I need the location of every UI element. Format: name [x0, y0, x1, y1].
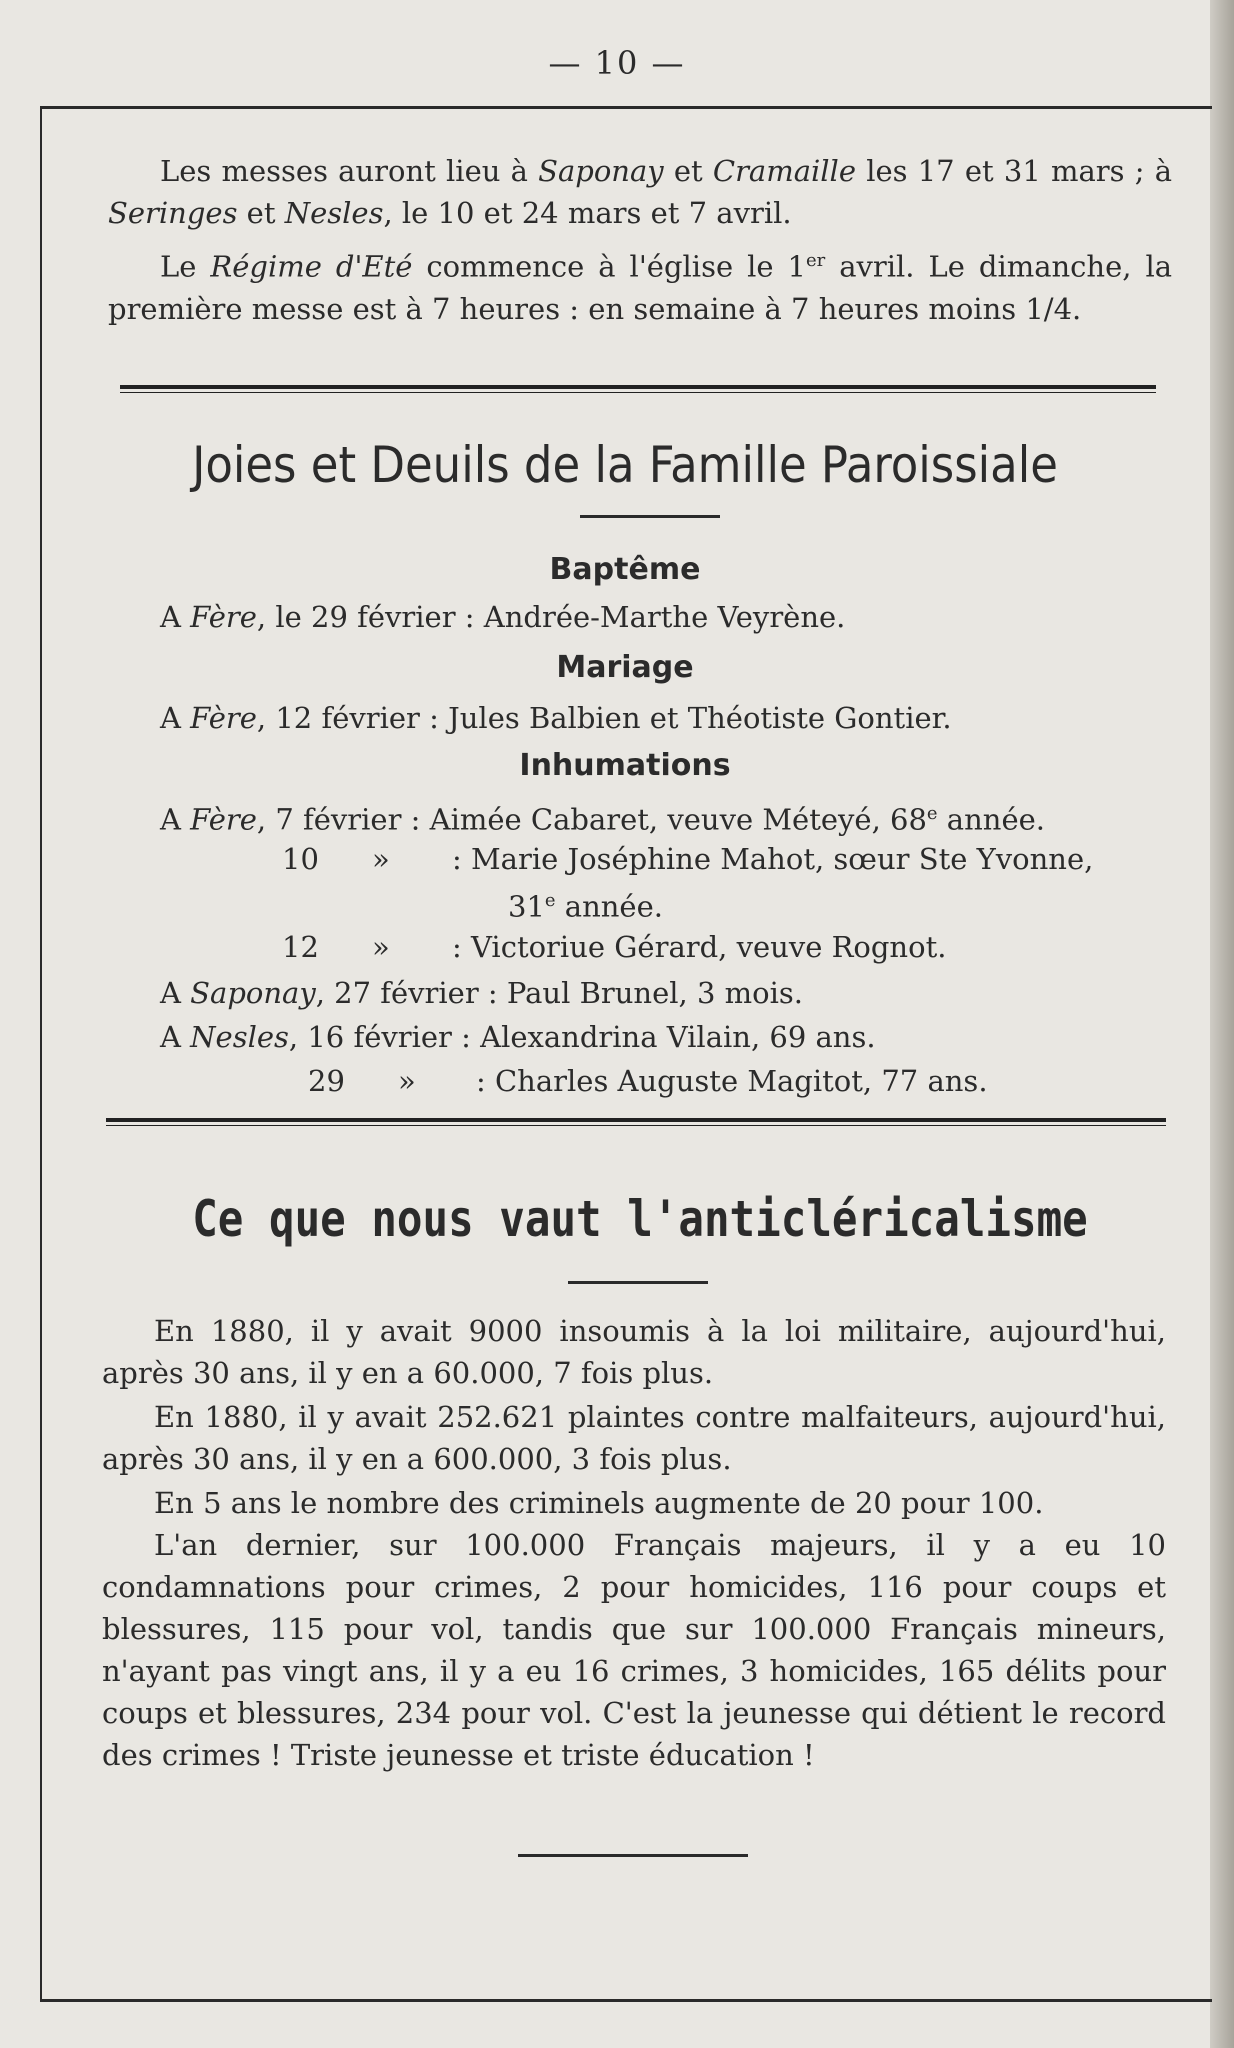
text-run: , 16 février : Alexandrina Vilain, 69 ans. — [288, 1020, 876, 1054]
entry-inhumation-text: : Marie Joséphine Mahot, sœur Ste Yvonne, — [452, 842, 1094, 876]
place-name: Seringes — [108, 196, 238, 230]
text-run: commence à l'église le 1 — [412, 249, 806, 284]
superscript: e — [926, 803, 938, 824]
text-run: , 12 février : Jules Balbien et Théotiste Gontier. — [256, 701, 952, 735]
text-run: A — [160, 600, 191, 634]
double-rule — [106, 1118, 1166, 1126]
entry-day: 10 — [282, 842, 319, 876]
paragraph: L'an dernier, sur 100.000 Français majeurs, il y a eu 10 condamnations pour crimes, 2 pour homicides, 116 pour coups et blessures, 115 pour vol, tandis que sur 100.000 Français mineurs, n'ayant pas vingt ans, il y a eu 16 crimes, 3 homicides, 165 délits pour coups et blessures, 234 pour vol. C'est la jeunesse qui détient le record des crimes ! Triste jeunesse et triste éducation ! — [102, 1528, 1166, 1772]
text-run: année. — [555, 889, 663, 924]
entry-bapteme — [160, 596, 845, 638]
section-title-anticlericalisme: Ce que nous vaut l'anticléricalisme — [192, 1190, 1088, 1248]
text-run: Le — [160, 249, 211, 284]
paragraph: En 5 ans le nombre des criminels augmente de 20 pour 100. — [154, 1486, 1044, 1520]
ditto-mark: » — [372, 930, 390, 964]
superscript: er — [805, 250, 826, 271]
ditto-mark: » — [398, 1064, 416, 1098]
paragraph: En 1880, il y avait 9000 insoumis à la loi militaire, aujourd'hui, après 30 ans, il y en a 60.000, 7 fois plus. — [102, 1314, 1166, 1390]
entry-mariage — [160, 697, 952, 739]
entry-inhumation-text: : Victoriue Gérard, veuve Rognot. — [452, 930, 947, 964]
entry-inhumation — [160, 1016, 876, 1058]
text-run: année. — [937, 802, 1045, 837]
section-title-joies-deuils: Joies et Deuils de la Famille Paroissiale — [192, 436, 1058, 494]
text-run: , le 10 et 24 mars et 7 avril. — [383, 196, 792, 230]
entry-day: 29 — [308, 1064, 345, 1098]
regime-name: Régime d'Eté — [210, 249, 413, 284]
short-rule — [580, 515, 720, 518]
text-run: Les messes auront lieu à — [160, 154, 539, 188]
text-run: A — [160, 802, 191, 837]
text-run: , 7 février : Aimée Cabaret, veuve Méteyé, 68 — [256, 802, 927, 837]
heading-bapteme: Baptême — [549, 552, 701, 587]
regime-paragraph — [108, 240, 1172, 330]
text-run: A — [160, 1020, 191, 1054]
entry-inhumation-text: : Charles Auguste Magitot, 77 ans. — [476, 1064, 988, 1098]
text-run: , 27 février : Paul Brunel, 3 mois. — [315, 976, 803, 1010]
place-name: Saponay — [190, 976, 316, 1010]
text-run: , le 29 février : Andrée-Marthe Veyrène. — [256, 600, 846, 634]
place-name: Saponay — [538, 154, 664, 188]
text-run: 31 — [508, 889, 545, 924]
place-name: Fère — [190, 600, 257, 634]
place-name: Nesles — [284, 196, 384, 230]
place-name: Cramaille — [712, 154, 856, 188]
double-rule — [120, 385, 1156, 393]
superscript: e — [544, 890, 556, 911]
place-name: Fère — [190, 701, 257, 735]
paragraph: En 1880, il y avait 252.621 plaintes contre malfaiteurs, aujourd'hui, après 30 ans, il y en a 600.000, 3 fois plus. — [102, 1400, 1166, 1476]
text-run: et — [237, 196, 285, 230]
text-run: A — [160, 976, 191, 1010]
short-rule — [568, 1281, 708, 1284]
masses-paragraph — [108, 150, 1172, 234]
place-name: Fère — [190, 802, 257, 837]
entry-continuation — [508, 880, 663, 928]
closing-rule — [518, 1854, 748, 1857]
entry-day: 12 — [282, 930, 319, 964]
place-name: Nesles — [190, 1020, 289, 1054]
text-run: avril. Le dimanche, la première messe est à 7 heures : en semaine à 7 heures moins 1/4. — [108, 249, 1173, 326]
text-run: A — [160, 701, 191, 735]
entry-inhumation — [160, 793, 1045, 841]
text-run: et — [663, 154, 713, 188]
page-number: — 10 — — [548, 44, 686, 82]
heading-inhumations: Inhumations — [519, 748, 731, 783]
ditto-mark: » — [372, 842, 390, 876]
entry-inhumation — [160, 972, 803, 1014]
page-edge — [1210, 0, 1234, 2048]
heading-mariage: Mariage — [556, 650, 694, 685]
text-run: les 17 et 31 mars ; à — [856, 154, 1172, 188]
